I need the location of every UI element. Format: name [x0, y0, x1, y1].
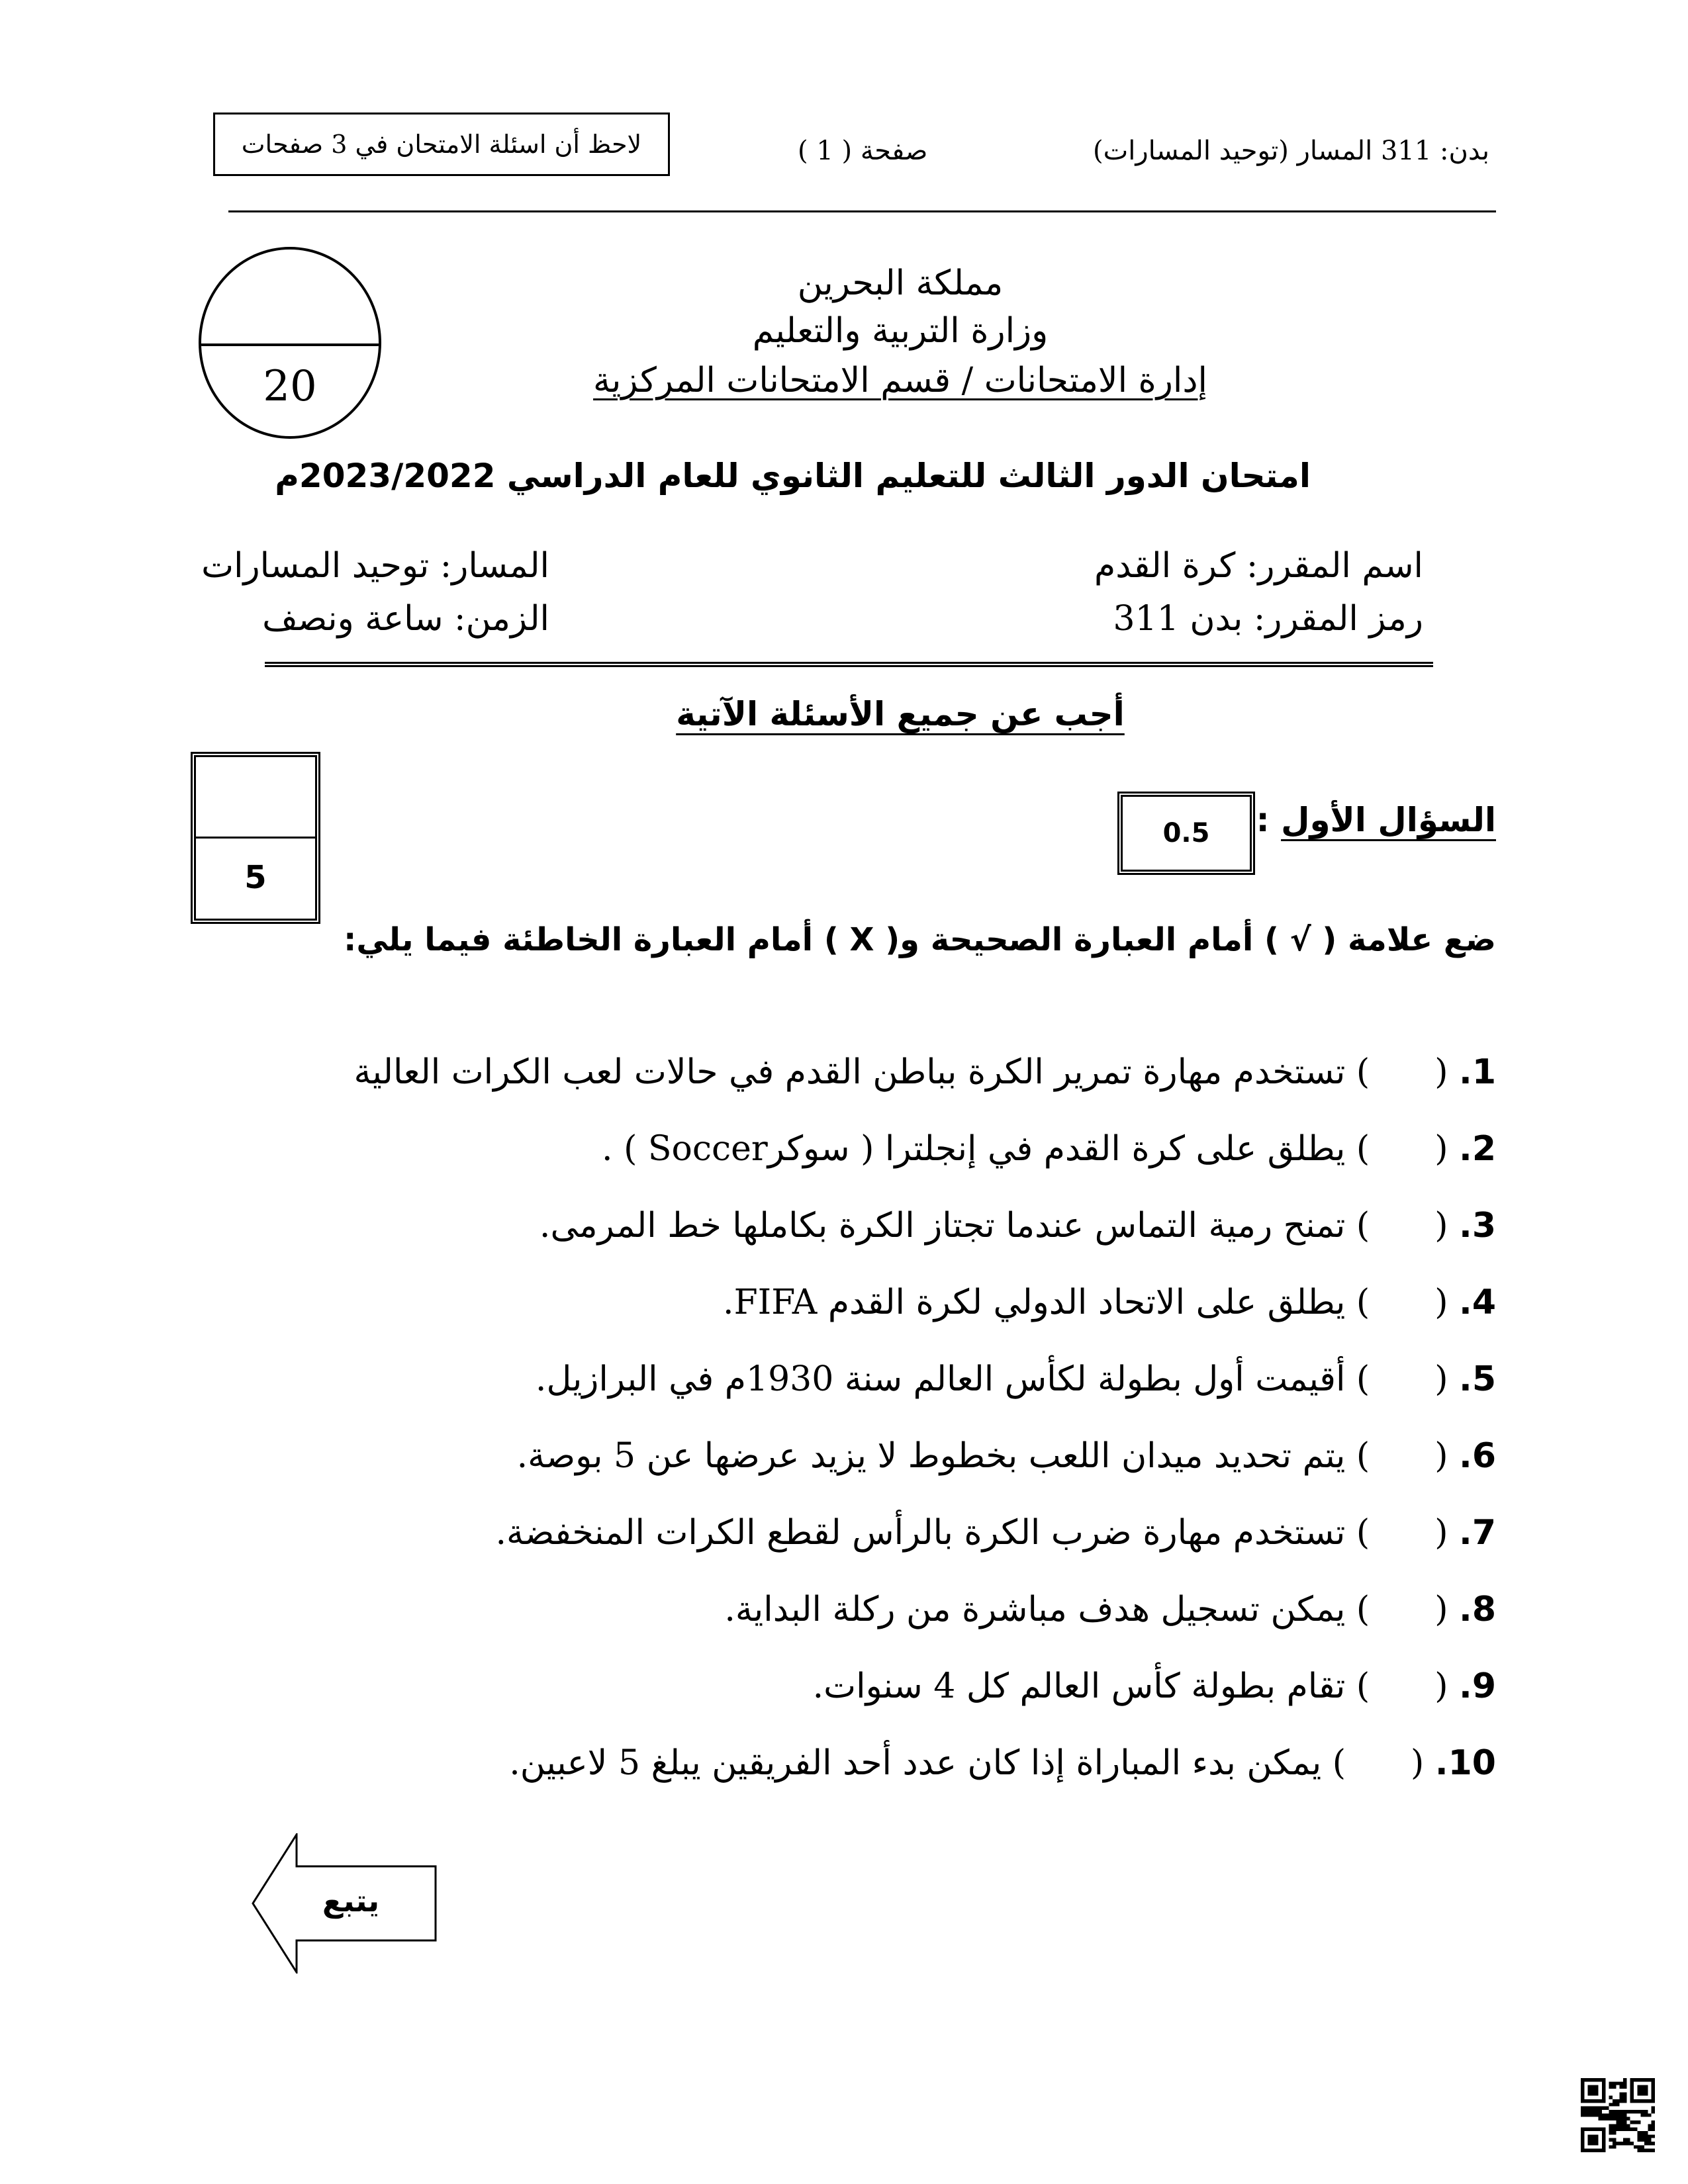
- double-divider: [265, 662, 1433, 667]
- statement-number: 5.: [1459, 1359, 1496, 1399]
- score-box-divider: [196, 837, 315, 839]
- statement-number: 6.: [1459, 1436, 1496, 1476]
- answer-paren-close: ): [1356, 1283, 1370, 1322]
- qr-code-icon: [1581, 2078, 1655, 2152]
- answer-paren-close: ): [1356, 1436, 1370, 1476]
- statement-number: 4.: [1459, 1283, 1496, 1322]
- statement-text: تستخدم مهارة ضرب الكرة بالرأس لقطع الكرات المنخفضة.: [495, 1513, 1346, 1553]
- statement-text: يطلق على الاتحاد الدولي لكرة القدم FIFA.: [723, 1283, 1346, 1322]
- department-name-text: إدارة الامتحانات / قسم الامتحانات المركزية: [593, 361, 1207, 400]
- ministry-name: وزارة التربية والتعليم: [752, 311, 1049, 351]
- score-max: 5: [244, 859, 267, 896]
- statement-number: 7.: [1459, 1513, 1496, 1553]
- statement-7: [496, 1513, 1496, 1553]
- statement-4: [723, 1283, 1496, 1322]
- page-count-notice-text: لاحظ أن اسئلة الامتحان في 3 صفحات: [241, 130, 642, 159]
- question-1-prompt: ضع علامة ( √ ) أمام العبارة الصحيحة و( X ) أمام العبارة الخاطئة فيما يلي:: [344, 921, 1496, 958]
- answer-paren-close: ): [1356, 1129, 1370, 1169]
- item-mark-value: 0.5: [1162, 818, 1210, 848]
- question-1-title-text: السؤال الأول: [1281, 801, 1496, 839]
- grade-total: 20: [263, 362, 317, 411]
- statement-9: [813, 1666, 1496, 1706]
- instructions-text: أجب عن جميع الأسئلة الآتية: [676, 695, 1125, 733]
- answer-paren-open: (: [1434, 1590, 1448, 1629]
- answer-paren-open: (: [1434, 1513, 1448, 1553]
- grade-circle-divider: [201, 343, 379, 346]
- answer-paren-open: (: [1411, 1743, 1425, 1783]
- instructions: [503, 695, 1297, 733]
- header-divider: [228, 210, 1496, 212]
- kingdom-name: مملكة البحرين: [797, 263, 1004, 303]
- answer-paren-open: (: [1434, 1206, 1448, 1246]
- statement-8: [724, 1590, 1496, 1629]
- statement-number: 3.: [1459, 1206, 1496, 1246]
- answer-paren-close: ): [1332, 1743, 1346, 1783]
- statement-text: تقام بطولة كأس العالم كل 4 سنوات.: [812, 1666, 1346, 1706]
- exam-title: امتحان الدور الثالث للتعليم الثانوي للعام الدراسي 2023/2022م: [275, 457, 1311, 495]
- course-name: اسم المقرر: كرة القدم: [1094, 546, 1423, 586]
- answer-paren-close: ): [1356, 1666, 1370, 1706]
- answer-paren-close: ): [1356, 1513, 1370, 1553]
- item-mark-box: [1117, 792, 1255, 875]
- course-code: رمز المقرر: بدن 311: [1113, 599, 1423, 639]
- statement-6: [517, 1436, 1496, 1476]
- statement-text: تمنح رمية التماس عندما تجتاز الكرة بكاملها خط المرمى.: [539, 1206, 1346, 1246]
- course-code-header: بدن: 311 المسار (توحيد المسارات): [1092, 136, 1489, 166]
- statement-text: يمكن بدء المباراة إذا كان عدد أحد الفريقين يبلغ 5 لاعبين.: [509, 1743, 1322, 1783]
- continue-label: يتبع: [322, 1883, 380, 1919]
- statement-text: يتم تحديد ميدان اللعب بخطوط لا يزيد عرضها عن 5 بوصة.: [516, 1436, 1346, 1476]
- statement-3: [539, 1206, 1496, 1246]
- answer-paren-close: ): [1356, 1359, 1370, 1399]
- answer-paren-open: (: [1434, 1283, 1448, 1322]
- question-1-colon: :: [1256, 801, 1270, 839]
- duration: الزمن: ساعة ونصف: [262, 599, 549, 639]
- statement-text: أقيمت أول بطولة لكأس العالم سنة 1930م في البرازيل.: [535, 1359, 1346, 1399]
- grade-circle: [199, 247, 381, 439]
- statement-5: [536, 1359, 1496, 1399]
- answer-paren-open: (: [1434, 1436, 1448, 1476]
- page-number: صفحة ( 1 ): [798, 136, 928, 166]
- answer-paren-open: (: [1434, 1666, 1448, 1706]
- answer-paren-open: (: [1434, 1129, 1448, 1169]
- answer-paren-open: (: [1434, 1359, 1448, 1399]
- question-1-title: [1256, 801, 1496, 839]
- score-box: [191, 752, 320, 924]
- statement-number: 8.: [1459, 1590, 1496, 1629]
- department-name: [503, 361, 1297, 400]
- statement-text: يطلق على كرة القدم في إنجلترا ( سوكرSoccer ) .: [602, 1129, 1346, 1169]
- page-count-notice: [213, 113, 670, 176]
- statement-1: [354, 1052, 1496, 1092]
- track: المسار: توحيد المسارات: [201, 546, 549, 586]
- statement-number: 10.: [1434, 1743, 1496, 1783]
- statement-2: [602, 1129, 1496, 1169]
- statement-number: 2.: [1459, 1129, 1496, 1169]
- answer-paren-open: (: [1434, 1052, 1448, 1092]
- statement-10: [509, 1743, 1496, 1783]
- statement-number: 9.: [1459, 1666, 1496, 1706]
- answer-paren-close: ): [1356, 1206, 1370, 1246]
- answer-paren-close: ): [1356, 1052, 1370, 1092]
- statement-text: تستخدم مهارة تمرير الكرة بباطن القدم في حالات لعب الكرات العالية: [353, 1052, 1346, 1092]
- statement-text: يمكن تسجيل هدف مباشرة من ركلة البداية.: [724, 1590, 1346, 1629]
- answer-paren-close: ): [1356, 1590, 1370, 1629]
- statement-number: 1.: [1459, 1052, 1496, 1092]
